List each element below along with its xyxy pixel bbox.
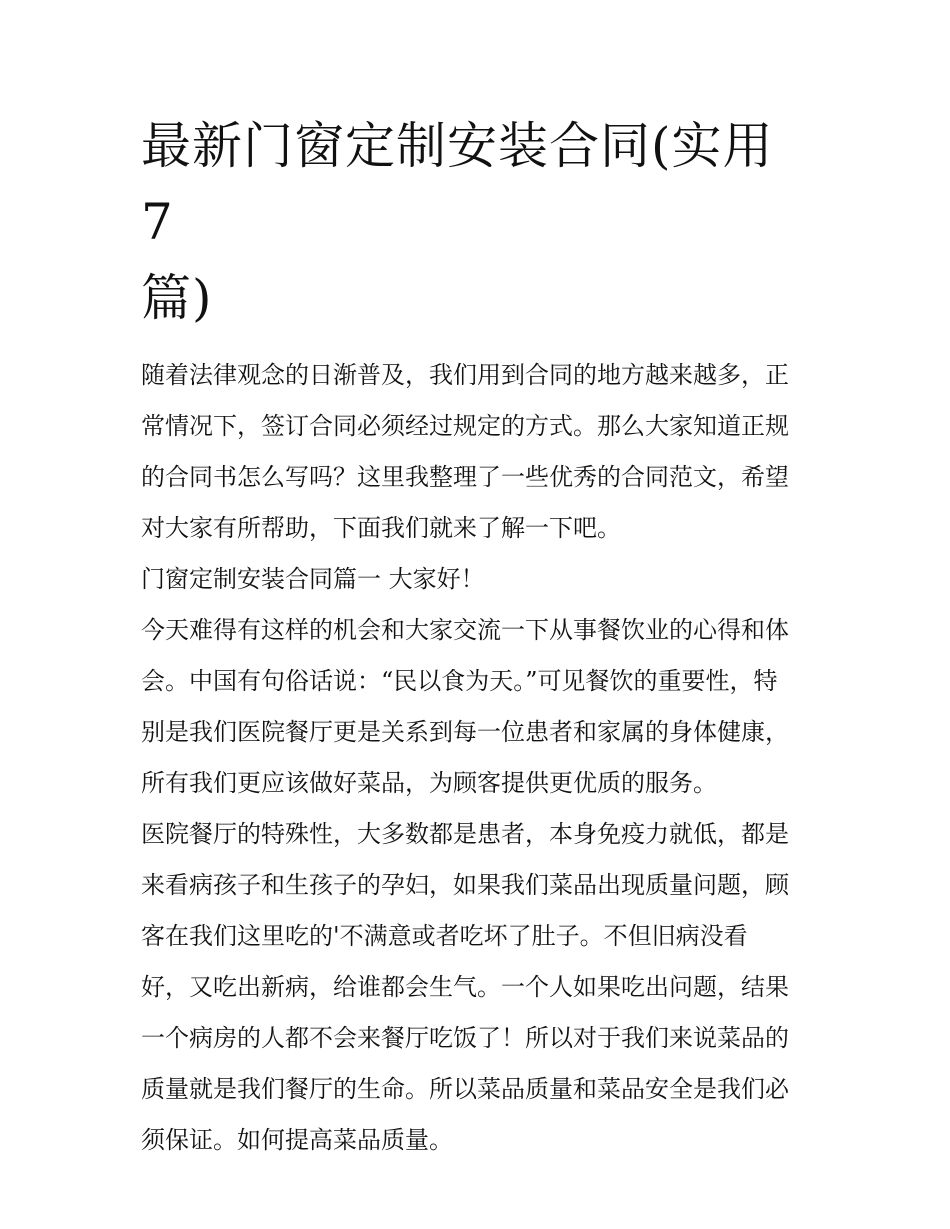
text-line: 客在我们这里吃的'不满意或者吃坏了肚子。不但旧病没看 <box>141 922 748 950</box>
text-line: 所有我们更应该做好菜品，为顾客提供更优质的服务。 <box>141 769 717 797</box>
text-line: 好，又吃出新病，给谁都会生气。一个人如果吃出问题，结果 <box>141 973 789 1001</box>
document-page <box>141 108 813 1166</box>
body-paragraph-1 <box>141 605 813 809</box>
text-line: 常情况下，签订合同必须经过规定的方式。那么大家知道正规 <box>141 412 789 440</box>
text-line: 的合同书怎么写吗？这里我整理了一些优秀的合同范文，希望 <box>141 463 789 491</box>
text-line: 门窗定制安装合同篇一 大家好！ <box>141 565 485 593</box>
text-line: 来看病孩子和生孩子的孕妇，如果我们菜品出现质量问题，顾 <box>141 871 789 899</box>
title-line-2: 篇) <box>141 269 213 327</box>
text-line: 对大家有所帮助，下面我们就来了解一下吧。 <box>141 514 621 542</box>
title-line-1: 最新门窗定制安装合同(实用 7 <box>141 117 774 251</box>
text-line: 质量就是我们餐厅的生命。所以菜品质量和菜品安全是我们必 <box>141 1075 789 1103</box>
body-paragraph-2 <box>141 809 813 1166</box>
text-line: 随着法律观念的日渐普及，我们用到合同的地方越来越多，正 <box>141 361 789 389</box>
text-line: 别是我们医院餐厅更是关系到每一位患者和家属的身体健康， <box>141 718 789 746</box>
text-line: 一个病房的人都不会来餐厅吃饭了！所以对于我们来说菜品的 <box>141 1024 789 1052</box>
intro-paragraph <box>141 350 813 554</box>
document-title <box>141 108 813 336</box>
text-line: 会。中国有句俗话说：“民以食为天。”可见餐饮的重要性，特 <box>141 667 778 695</box>
text-line: 须保证。如何提高菜品质量。 <box>141 1126 453 1154</box>
text-line: 医院餐厅的特殊性，大多数都是患者，本身免疫力就低，都是 <box>141 820 789 848</box>
section-heading-paragraph <box>141 554 813 605</box>
text-line: 今天难得有这样的机会和大家交流一下从事餐饮业的心得和体 <box>141 616 789 644</box>
